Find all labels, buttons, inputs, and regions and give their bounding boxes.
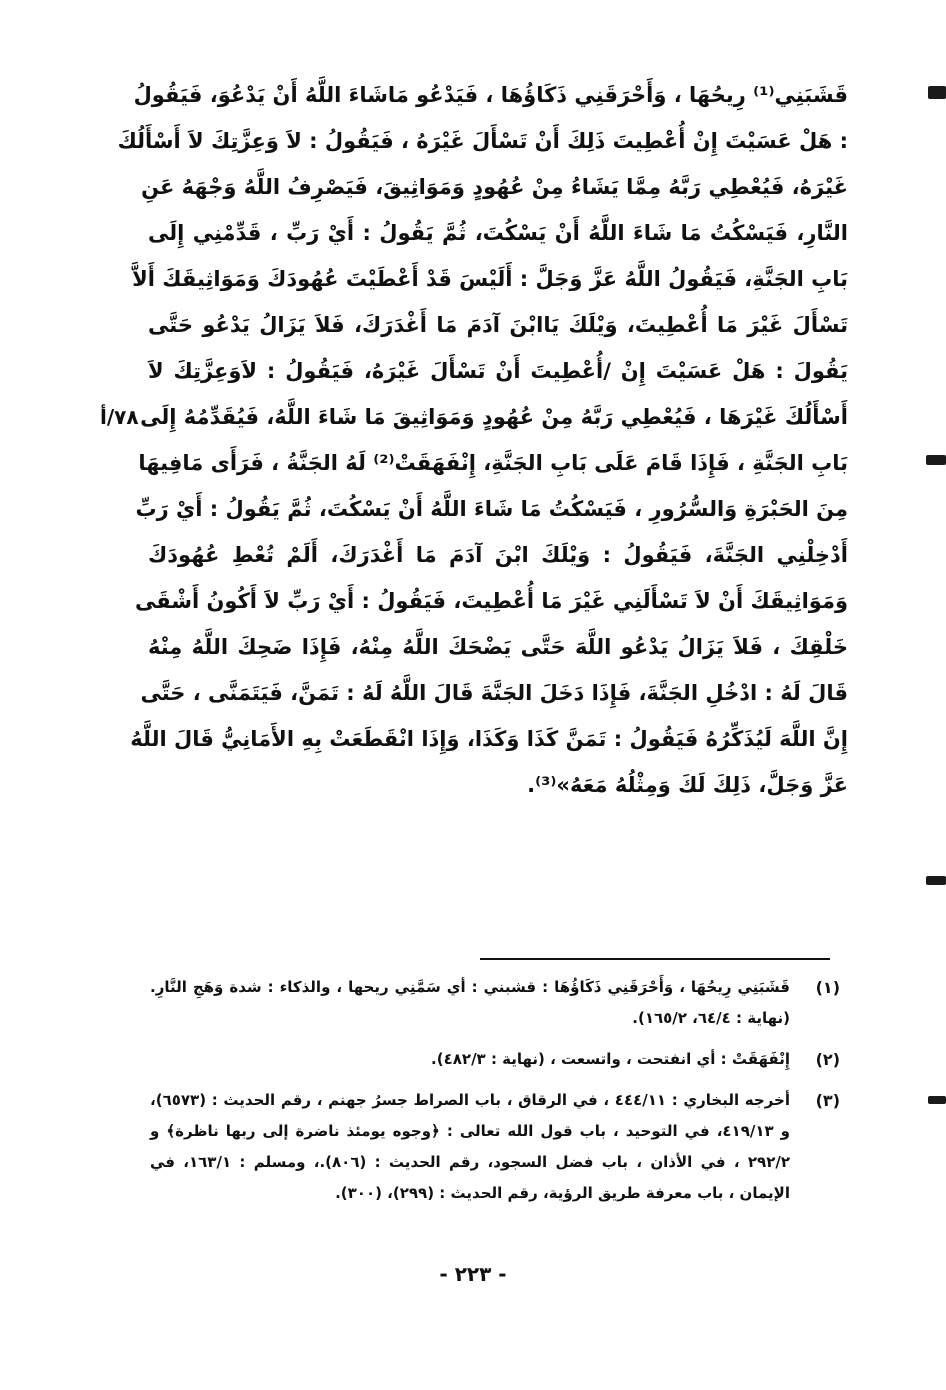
text-line: إِنَّ اللَّهَ لَيُذَكِّرُهُ فَيَقُولُ : تَمَنَّ كَذَا وَكَذَا، وَإِذَا انْقَطَعَتْ بِهِ الأَمَانِيُّ قَالَ اللَّهُ bbox=[130, 727, 848, 751]
footnote-divider bbox=[480, 958, 830, 960]
manuscript-folio-reference: ٧٨/أ bbox=[100, 405, 139, 429]
scan-edge-mark bbox=[926, 455, 946, 465]
text-line: قَالَ لَهُ : ادْخُلِ الجَنَّةَ، فَإِذَا دَخَلَ الجَنَّةَ قَالَ اللَّهُ لَهُ : تَمَنَّ، فَيَتَمَنَّى ، حَتَّى bbox=[140, 681, 848, 705]
text-line: مِنَ الحَبْرَةِ وَالسُّرُورِ ، فَيَسْكُتُ مَا شَاءَ اللَّهُ أَنْ يَسْكُتَ، ثُمَّ يَقُولُ : أَيْ رَبِّ bbox=[135, 497, 848, 521]
text-line: : هَلْ عَسَيْتَ إِنْ أُعْطِيتَ ذَلِكَ أَنْ تَسْأَلَ غَيْرَهُ ، فَيَقُولُ : لاَ وَعِزَّتِكَ لاَ أَسْأَلُكَ bbox=[117, 129, 848, 153]
text-line: أَدْخِلْنِي الجَنَّةَ، فَيَقُولُ : وَيْلَكَ ابْنَ آدَمَ مَا أَغْدَرَكَ، أَلَمْ تُعْطِ عُهُودَكَ bbox=[148, 543, 848, 567]
footnote bbox=[150, 1044, 840, 1075]
page-number: - ٢٢٣ - bbox=[439, 1262, 507, 1286]
footnote bbox=[150, 972, 840, 1034]
text-line: غَيْرَهُ، فَيُعْطِي رَبَّهُ مِمَّا يَشَاءُ مِنْ عُهُودٍ وَمَوَاثِيقَ، فَيَصْرِفُ اللَّهُ وَجْهَهُ عَنِ bbox=[141, 175, 848, 199]
footnote bbox=[150, 1085, 840, 1209]
scan-edge-mark bbox=[926, 876, 946, 885]
text-line: تَسْأَلَ غَيْرَ مَا أُعْطِيتَ، وَيْلَكَ يَاابْنَ آدَمَ مَا أَغْدَرَكَ، فَلاَ يَزَالُ يَدْعُو حَتَّى bbox=[148, 313, 848, 337]
text-line: خَلْقِكَ ، فَلاَ يَزَالُ يَدْعُو اللَّهَ حَتَّى يَضْحَكَ اللَّهُ مِنْهُ، فَإِذَا ضَحِكَ اللَّهُ مِنْهُ bbox=[148, 635, 848, 659]
footnote-number: (٣) bbox=[815, 1091, 840, 1110]
scan-edge-mark bbox=[928, 86, 946, 99]
text-line: النَّارِ، فَيَسْكُتُ مَا شَاءَ اللَّهُ أَنْ يَسْكُتَ، ثُمَّ يَقُولُ : أَيْ رَبِّ ، قَدِّمْنِي إِلَى bbox=[148, 221, 848, 245]
footnote-number: (٢) bbox=[815, 1050, 840, 1069]
footnote-text: إِنْفَهَقَتْ : أي انفتحت ، واتسعت ، (نهاية : ٤٨٢/٣). bbox=[431, 1050, 790, 1068]
text-line: أَسْأَلُكَ غَيْرَهَا ، فَيُعْطِي رَبَّهُ مِنْ عُهُودٍ وَمَوَاثِيقَ مَا شَاءَ اللَّهُ، فَيُقَدِّمُهُ إِلَى bbox=[140, 405, 848, 429]
text-line: بَابِ الجَنَّةِ، فَيَقُولُ اللَّهُ عَزَّ وَجَلَّ : أَلَيْسَ قَدْ أَعْطَيْتَ عُهُودَكَ وَمَوَاثِيقَكَ أَلاَّ bbox=[132, 267, 848, 291]
text-line: بَابِ الجَنَّةِ ، فَإِذَا قَامَ عَلَى بَابِ الجَنَّةِ، إِنْفَهَقَتْ⁽²⁾ لَهُ الجَنَّةُ ، فَرَأَى مَافِيهَا bbox=[138, 451, 848, 475]
text-line: وَمَوَاثِيقَكَ أَنْ لاَ تَسْأَلَنِي غَيْرَ مَا أُعْطِيتَ، فَيَقُولُ : أَيْ رَبِّ لاَ أَكُونُ أَشْقَى bbox=[134, 589, 848, 613]
text-line: عَزَّ وَجَلَّ، ذَلِكَ لَكَ وَمِثْلُهُ مَعَهُ»⁽³⁾. bbox=[527, 773, 848, 797]
footnote-number: (١) bbox=[815, 978, 840, 997]
footnote-text: أخرجه البخاري : ٤٤٤/١١ ، في الرقاق ، باب الصراط جسرُ جهنم ، رقم الحديث : (٦٥٧٣)، و ٤١٩/١٣، في التوحيد ، باب قول الله تعالى : ﴿وجوه يومئذ ناضرة إلى ربها ناظرة﴾ و ٢٩٢/٢ ، في الأذان ، باب فضل السجود، رقم الحديث : (٨٠٦).، ومسلم : ١٦٣/١، في الإيمان ، باب معرفة طريق الرؤية، رقم الحديث : (٢٩٩)، (٣٠٠). bbox=[150, 1091, 790, 1202]
text-line: يَقُولَ : هَلْ عَسَيْتَ إِنْ /أُعْطِيتَ أَنْ تَسْأَلَ غَيْرَهُ، فَيَقُولُ : لاَوَعِزَّتِكَ لاَ bbox=[148, 359, 848, 383]
scan-edge-mark bbox=[928, 1096, 946, 1104]
footnote-text: قَشَبَنِي رِيحُهَا ، وَأَحْرَقَنِي ذَكَاؤُهَا : قشبني : أي سَمَّنِي ريحها ، والذكاء : شدة وَهَجِ النَّارِ. (نهاية : ٦٤/٤، ١٦٥/٢). bbox=[150, 978, 790, 1027]
footnotes bbox=[150, 972, 840, 1219]
text-line: قَشَبَنِي⁽¹⁾ رِيحُهَا ، وَأَحْرَقَنِي ذَكَاؤُهَا ، فَيَدْعُو مَاشَاءَ اللَّهُ أَنْ يَدْعُوَ، فَيَقُولُ bbox=[133, 83, 848, 107]
